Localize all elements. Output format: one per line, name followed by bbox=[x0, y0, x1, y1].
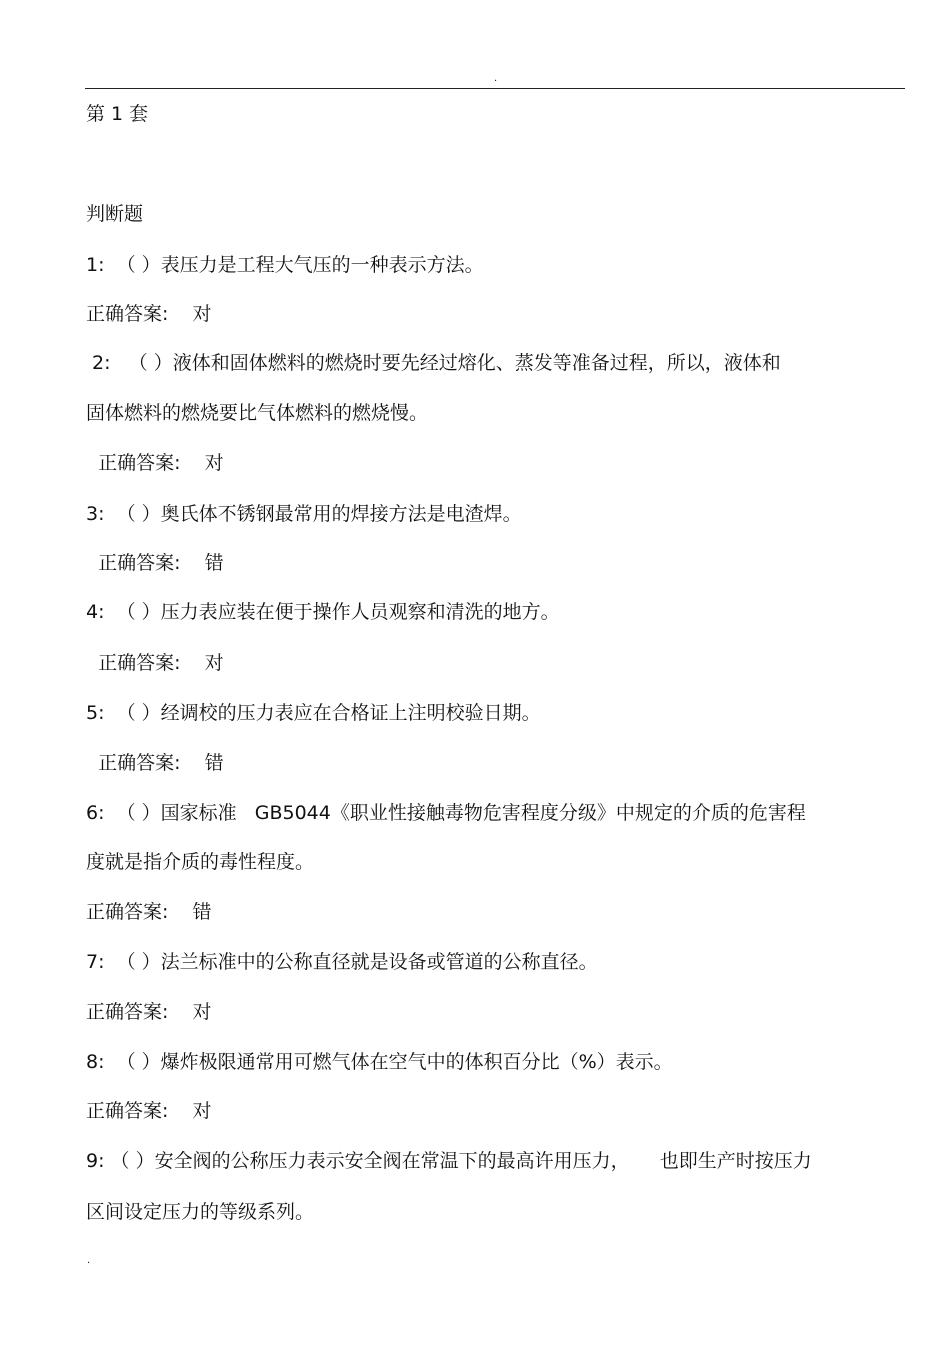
question-3: 3: （ ）奥氏体不锈钢最常用的焊接方法是电渣焊。 bbox=[86, 503, 522, 525]
question-6: 6: （ ）国家标准 GB5044《职业性接触毒物危害程度分级》中规定的介质的危害程 bbox=[86, 802, 806, 824]
answer-5: 正确答案: 错 bbox=[86, 752, 224, 774]
section-title: 判断题 bbox=[86, 203, 144, 225]
question-5: 5: （ ）经调校的压力表应在合格证上注明校验日期。 bbox=[86, 702, 541, 724]
question-7: 7: （ ）法兰标准中的公称直径就是设备或管道的公称直径。 bbox=[86, 951, 598, 973]
set-title: 第 1 套 bbox=[86, 103, 149, 125]
answer-7: 正确答案: 对 bbox=[86, 1001, 212, 1023]
question-6-continued: 度就是指介质的毒性程度。 bbox=[86, 851, 315, 873]
question-4: 4: （ ）压力表应装在便于操作人员观察和清洗的地方。 bbox=[86, 601, 560, 623]
question-2-continued: 固体燃料的燃烧要比气体燃料的燃烧慢。 bbox=[86, 402, 429, 424]
header-rule bbox=[85, 88, 905, 89]
answer-2: 正确答案: 对 bbox=[86, 452, 224, 474]
answer-4: 正确答案: 对 bbox=[86, 652, 224, 674]
answer-1: 正确答案: 对 bbox=[86, 303, 212, 325]
answer-6: 正确答案: 错 bbox=[86, 901, 212, 923]
question-1: 1: （ ）表压力是工程大气压的一种表示方法。 bbox=[86, 254, 484, 276]
answer-8: 正确答案: 对 bbox=[86, 1100, 212, 1122]
question-8: 8: （ ）爆炸极限通常用可燃气体在空气中的体积百分比（%）表示。 bbox=[86, 1051, 673, 1073]
question-9-continued: 区间设定压力的等级系列。 bbox=[86, 1201, 315, 1223]
header-marker: . bbox=[494, 73, 498, 84]
question-2: 2: （ ）液体和固体燃料的燃烧时要先经过熔化、蒸发等准备过程，所以，液体和 bbox=[86, 352, 781, 374]
question-9: 9: （ ）安全阀的公称压力表示安全阀在常温下的最高许用压力， 也即生产时按压力 bbox=[86, 1150, 812, 1172]
footer-marker: . bbox=[87, 1255, 91, 1266]
answer-3: 正确答案: 错 bbox=[86, 552, 224, 574]
